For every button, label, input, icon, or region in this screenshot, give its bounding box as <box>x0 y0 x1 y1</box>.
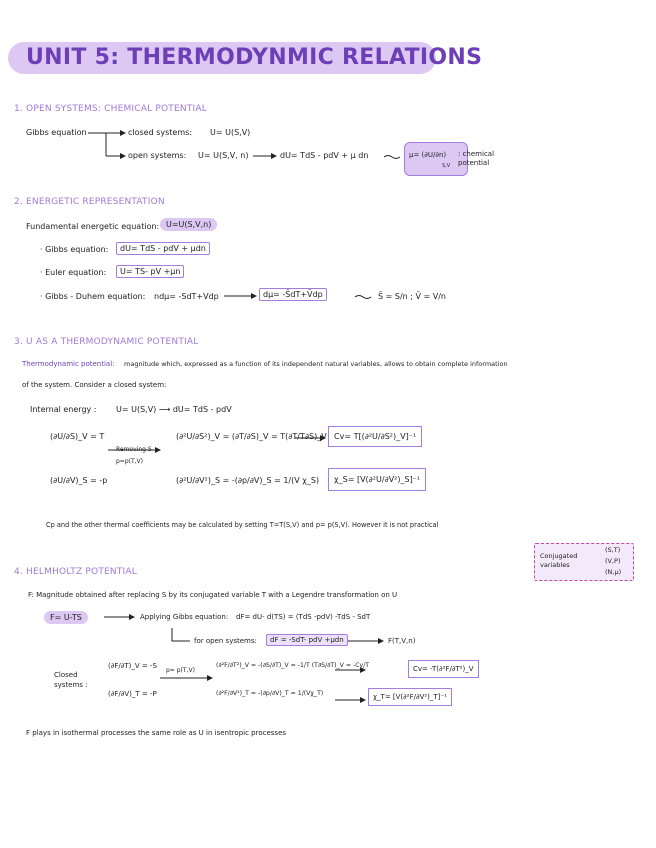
gibbs-eq-label: · Gibbs equation: <box>40 245 109 254</box>
open-systems-f-result: F(T,V,n) <box>388 637 416 645</box>
closed-systems-label: Closed systems : <box>54 671 88 689</box>
du-ds-derivative: (∂U/∂S)_V = T <box>50 432 105 441</box>
internal-energy-eq: U= U(S,V) ⟶ dU= TdS - pdV <box>116 405 232 414</box>
gibbs-duhem-box: dμ= -S̄dT+V̄dp <box>259 288 327 301</box>
helmholtz-eq: F= U-TS <box>44 611 88 624</box>
df-dt-derivative: (∂F/∂T)_V = -S <box>108 662 157 670</box>
conjugated-variables-box <box>534 543 634 581</box>
removing-s-label: Removing S <box>116 446 152 453</box>
applying-gibbs-label: Applying Gibbs equation: <box>140 613 229 621</box>
open-du-eq: dU= TdS - pdV + μ dn <box>280 151 369 160</box>
conj-pair-3: (N,μ) <box>605 568 622 576</box>
gibbs-duhem-eq: ndμ= -SdT+Vdp <box>154 292 219 301</box>
open-systems-f-label: for open systems: <box>194 637 257 645</box>
helmholtz-definition: F: Magnitude obtained after replacing S by its conjugated variable T with a Legendre transformation on U <box>28 591 398 599</box>
conjugated-label: Conjugated variables <box>540 552 578 569</box>
thermo-potential-def-1: magnitude which, expressed as a function of its independent natural variables, allows to obtain complete information <box>124 360 508 368</box>
section-4-heading: 4. HELMHOLTZ POTENTIAL <box>14 567 137 577</box>
euler-eq-box: U= TS- pV +μn <box>116 265 184 278</box>
gibbs-duhem-label: · Gibbs - Duhem equation: <box>40 292 146 301</box>
closed-systems-eq: U= U(S,V) <box>210 128 251 137</box>
open-systems-eq: U= U(S,V, n) <box>198 151 249 160</box>
section-2-heading: 2. ENERGETIC REPRESENTATION <box>14 197 165 207</box>
final-statement: F plays in isothermal processes the same role as U in isentropic processes <box>26 729 287 737</box>
euler-eq-label: · Euler equation: <box>40 268 107 277</box>
conj-pair-1: (S,T) <box>605 546 621 554</box>
df-dv-derivative: (∂F/∂V)_T = -P <box>108 690 157 698</box>
internal-energy-label: Internal energy : <box>30 405 97 414</box>
thermo-potential-label: Thermodynamic potential: <box>22 360 115 368</box>
conj-pair-2: (V,P) <box>605 557 621 565</box>
closed-systems-label: closed systems: <box>128 128 193 137</box>
thermo-potential-def-2: of the system. Consider a closed system: <box>22 381 167 389</box>
gibbs-label: Gibbs equation <box>26 128 87 137</box>
second-derivative-s: (∂²U/∂S²)_V = (∂T/∂S)_V = T(∂T/T∂S)_V <box>176 432 327 441</box>
section-3-heading: 3. U AS A THERMODYNAMIC POTENTIAL <box>14 337 199 347</box>
applying-gibbs-eq: dF= dU- d(TS) = (TdS -pdV) -TdS - SdT <box>236 613 371 621</box>
chemical-potential-box: μ= (∂U/∂n) S,V <box>404 142 468 176</box>
cv-result-box: Cv= T[(∂²U/∂S²)_V]⁻¹ <box>328 426 422 447</box>
fundamental-label: Fundamental energetic equation: <box>26 222 160 231</box>
open-systems-label: open systems: <box>128 151 187 160</box>
chi-t-result-box: χ_T= [V(∂²F/∂V²)_T]⁻¹ <box>368 688 452 706</box>
cv-f-result-box: Cv= -T(∂²F/∂T²)_V <box>408 660 479 678</box>
second-derivative-v-f: (∂²F/∂V²)_T = -(∂p/∂V)_T = 1/(Vχ_T) <box>216 690 324 697</box>
page-title: UNIT 5: THERMODYNMIC RELATIONS <box>26 45 483 70</box>
p-of-tv-label: p=p(T,V) <box>116 458 144 465</box>
open-systems-f-box: dF = -SdT- pdV +μdn <box>266 634 348 646</box>
gibbs-eq-box: dU= TdS - pdV + μdn <box>116 242 210 255</box>
second-derivative-v: (∂²U/∂V²)_S = -(∂p/∂V)_S = 1/(V χ_S) <box>176 476 320 485</box>
du-dv-derivative: (∂U/∂V)_S = -p <box>50 476 108 485</box>
fundamental-eq: U=U(S,V,n) <box>160 218 217 231</box>
section-1-heading: 1. OPEN SYSTEMS: CHEMICAL POTENTIAL <box>14 104 207 114</box>
chi-s-result-box: χ_S= [V(∂²U/∂V²)_S]⁻¹ <box>328 468 426 491</box>
thermal-coeff-note: Cp and the other thermal coefficients may be calculated by setting T=T(S,V) and p= p(S,V). However it is not practical <box>46 521 439 529</box>
second-derivative-t: (∂²F/∂T²)_V = -(∂S/∂T)_V = -1/T (T∂S/∂T)_V = -Cv/T <box>216 662 370 669</box>
chemical-potential-note: : chemical potential <box>458 150 495 167</box>
p-of-tv-label-2: p= p(T,V) <box>166 667 195 674</box>
molar-quantities: S̄ = S/n ; V̄ = V/n <box>378 292 446 301</box>
